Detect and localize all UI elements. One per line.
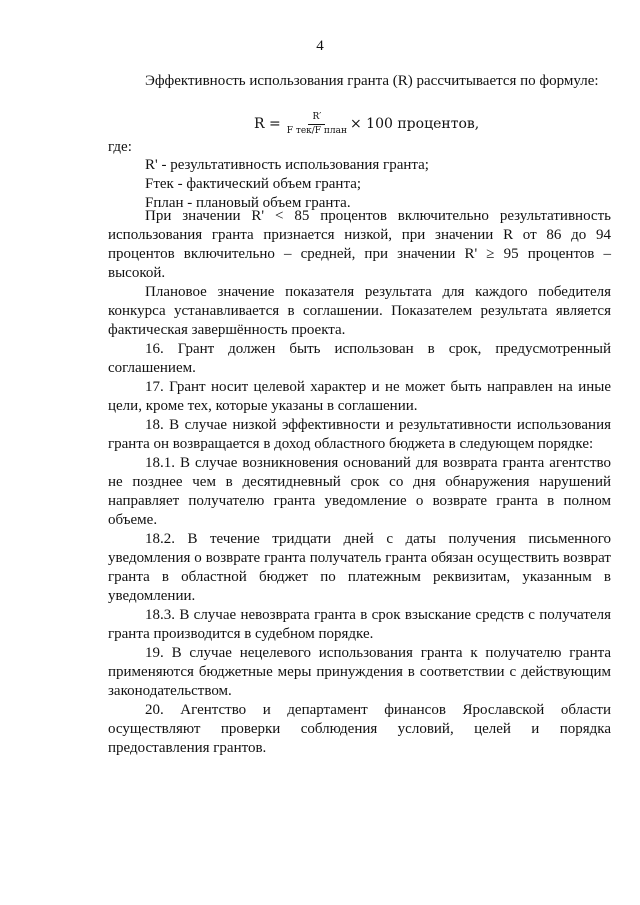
definitions-list [145, 156, 429, 213]
where-label: где: [108, 139, 132, 155]
paragraph-17: 17. Грант носит целевой характер и не может быть направлен на иные цели, кроме тех, которые указаны в соглашении. [108, 379, 611, 414]
efficiency-formula [254, 106, 479, 142]
paragraph-18-2: 18.2. В течение тридцати дней с даты получения письменного уведомления о возврате гранта получатель гранта обязан осуществить возврат гранта в областной бюджет по платежным реквизитам, указанным в уведомлении. [108, 531, 611, 604]
page-number: 4 [316, 38, 324, 54]
formula-intro: Эффективность использования гранта (R) рассчитывается по формуле: [145, 73, 599, 89]
definition-item: Fплан - плановый объем гранта. [145, 195, 351, 211]
formula-numerator: R′ [308, 112, 325, 125]
formula-rhs: × 100 процентов, [350, 116, 480, 132]
paragraph-rating-thresholds: При значении R' < 85 процентов включительно результативность использования гранта признается низкой, при значении R от 86 до 94 процентов включительно – средней, при значении R' ≥ 95 процентов – высокой. [108, 208, 611, 281]
paragraph-16: 16. Грант должен быть использован в срок, предусмотренный соглашением. [108, 341, 611, 376]
definition-item: Fтек - фактический объем гранта; [145, 176, 362, 192]
paragraph-planned-value: Плановое значение показателя результата для каждого победителя конкурса устанавливается в соглашении. Показателем результата является фактическая завершённость проекта. [108, 284, 611, 338]
paragraph-19: 19. В случае нецелевого использования гранта к получателю гранта применяются бюджетные меры принуждения в соответствии с действующим законодательством. [108, 645, 611, 699]
paragraph-18-1: 18.1. В случае возникновения оснований для возврата гранта агентство не позднее чем в десятидневный срок со дня обнаружения нарушений направляет получателю гранта уведомление о возврате гранта в полном объеме. [108, 455, 611, 528]
paragraph-20: 20. Агентство и департамент финансов Ярославской области осуществляют проверки соблюдения условий, целей и порядка предоставления грантов. [108, 702, 611, 756]
formula-denominator: F тек/F план [286, 125, 347, 136]
document-body [108, 207, 611, 758]
formula-lhs: R = [254, 116, 281, 132]
formula-fraction [287, 112, 347, 137]
paragraph-18-3: 18.3. В случае невозврата гранта в срок взыскание средств с получателя гранта производится в судебном порядке. [108, 607, 611, 642]
definition-item: R' - результативность использования гранта; [145, 157, 429, 173]
paragraph-18: 18. В случае низкой эффективности и результативности использования гранта он возвращается в доход областного бюджета в следующем порядке: [108, 417, 611, 452]
